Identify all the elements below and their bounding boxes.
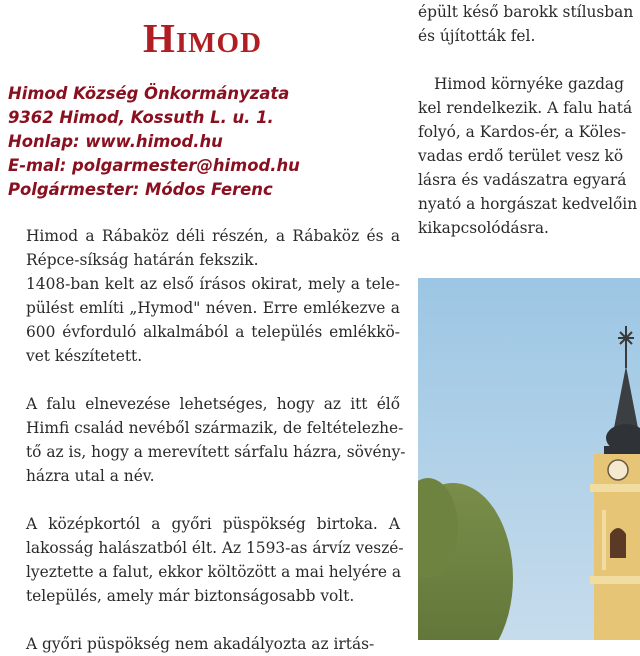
contact-block [8,82,408,202]
website[interactable]: Honlap: www.himod.hu [8,132,223,151]
municipality-name: Himod Község Önkormányzata [8,84,290,103]
church-photo-image [418,278,640,640]
page-title: Himod [142,15,263,61]
paragraph-history: 1408-ban kelt az első írásos okirat, mely a tele- pülést említi „Hymod" néven. Erre emlékezve a 600 évforduló alkalmából a település emlékkö- vet készítetett. [26,275,400,365]
mayor: Polgármester: Módos Ferenc [8,180,273,199]
paragraph-clearing: A győri püspökség nem akadályozta az irtás- [26,635,375,653]
email[interactable]: E-mal: polgarmester@himod.hu [8,156,300,175]
address: 9362 Himod, Kossuth L. u. 1. [8,108,274,127]
paragraph-name-origin: A falu elnevezése lehetséges, hogy az itt élő Himfi család nevéből származik, de feltételezhe- tő az is, hogy a merevített sárfalu házra, sövény- házra utal a név. [26,395,406,485]
left-column-text [8,224,406,656]
paragraph-middle-ages: A középkortól a győri püspökség birtoka. A lakosság halászatból élt. Az 1593-as árvíz veszé- lyeztette a falut, ekkor költözött a mai helyére a település, amely már biztonságosabb volt. [26,515,404,605]
clock-icon [608,460,628,480]
window [610,528,626,558]
church-photo [418,278,640,640]
paragraph-location: Himod a Rábaköz déli részén, a Rábaköz és a Répce-síkság határán fekszik. [26,227,400,269]
right-column-text [418,0,640,240]
paragraph-surroundings: Himod környéke gazdag kel rendelkezik. A falu hatá folyó, a Kardos-ér, a Köles- vadas erdő terület vesz kö lásra és vadászatra egyará nyató a horgászat kedvelőin kikapcsolódásra. [418,75,638,237]
paragraph-church: épült késő barokk stílusban és újították fel. [418,3,634,45]
